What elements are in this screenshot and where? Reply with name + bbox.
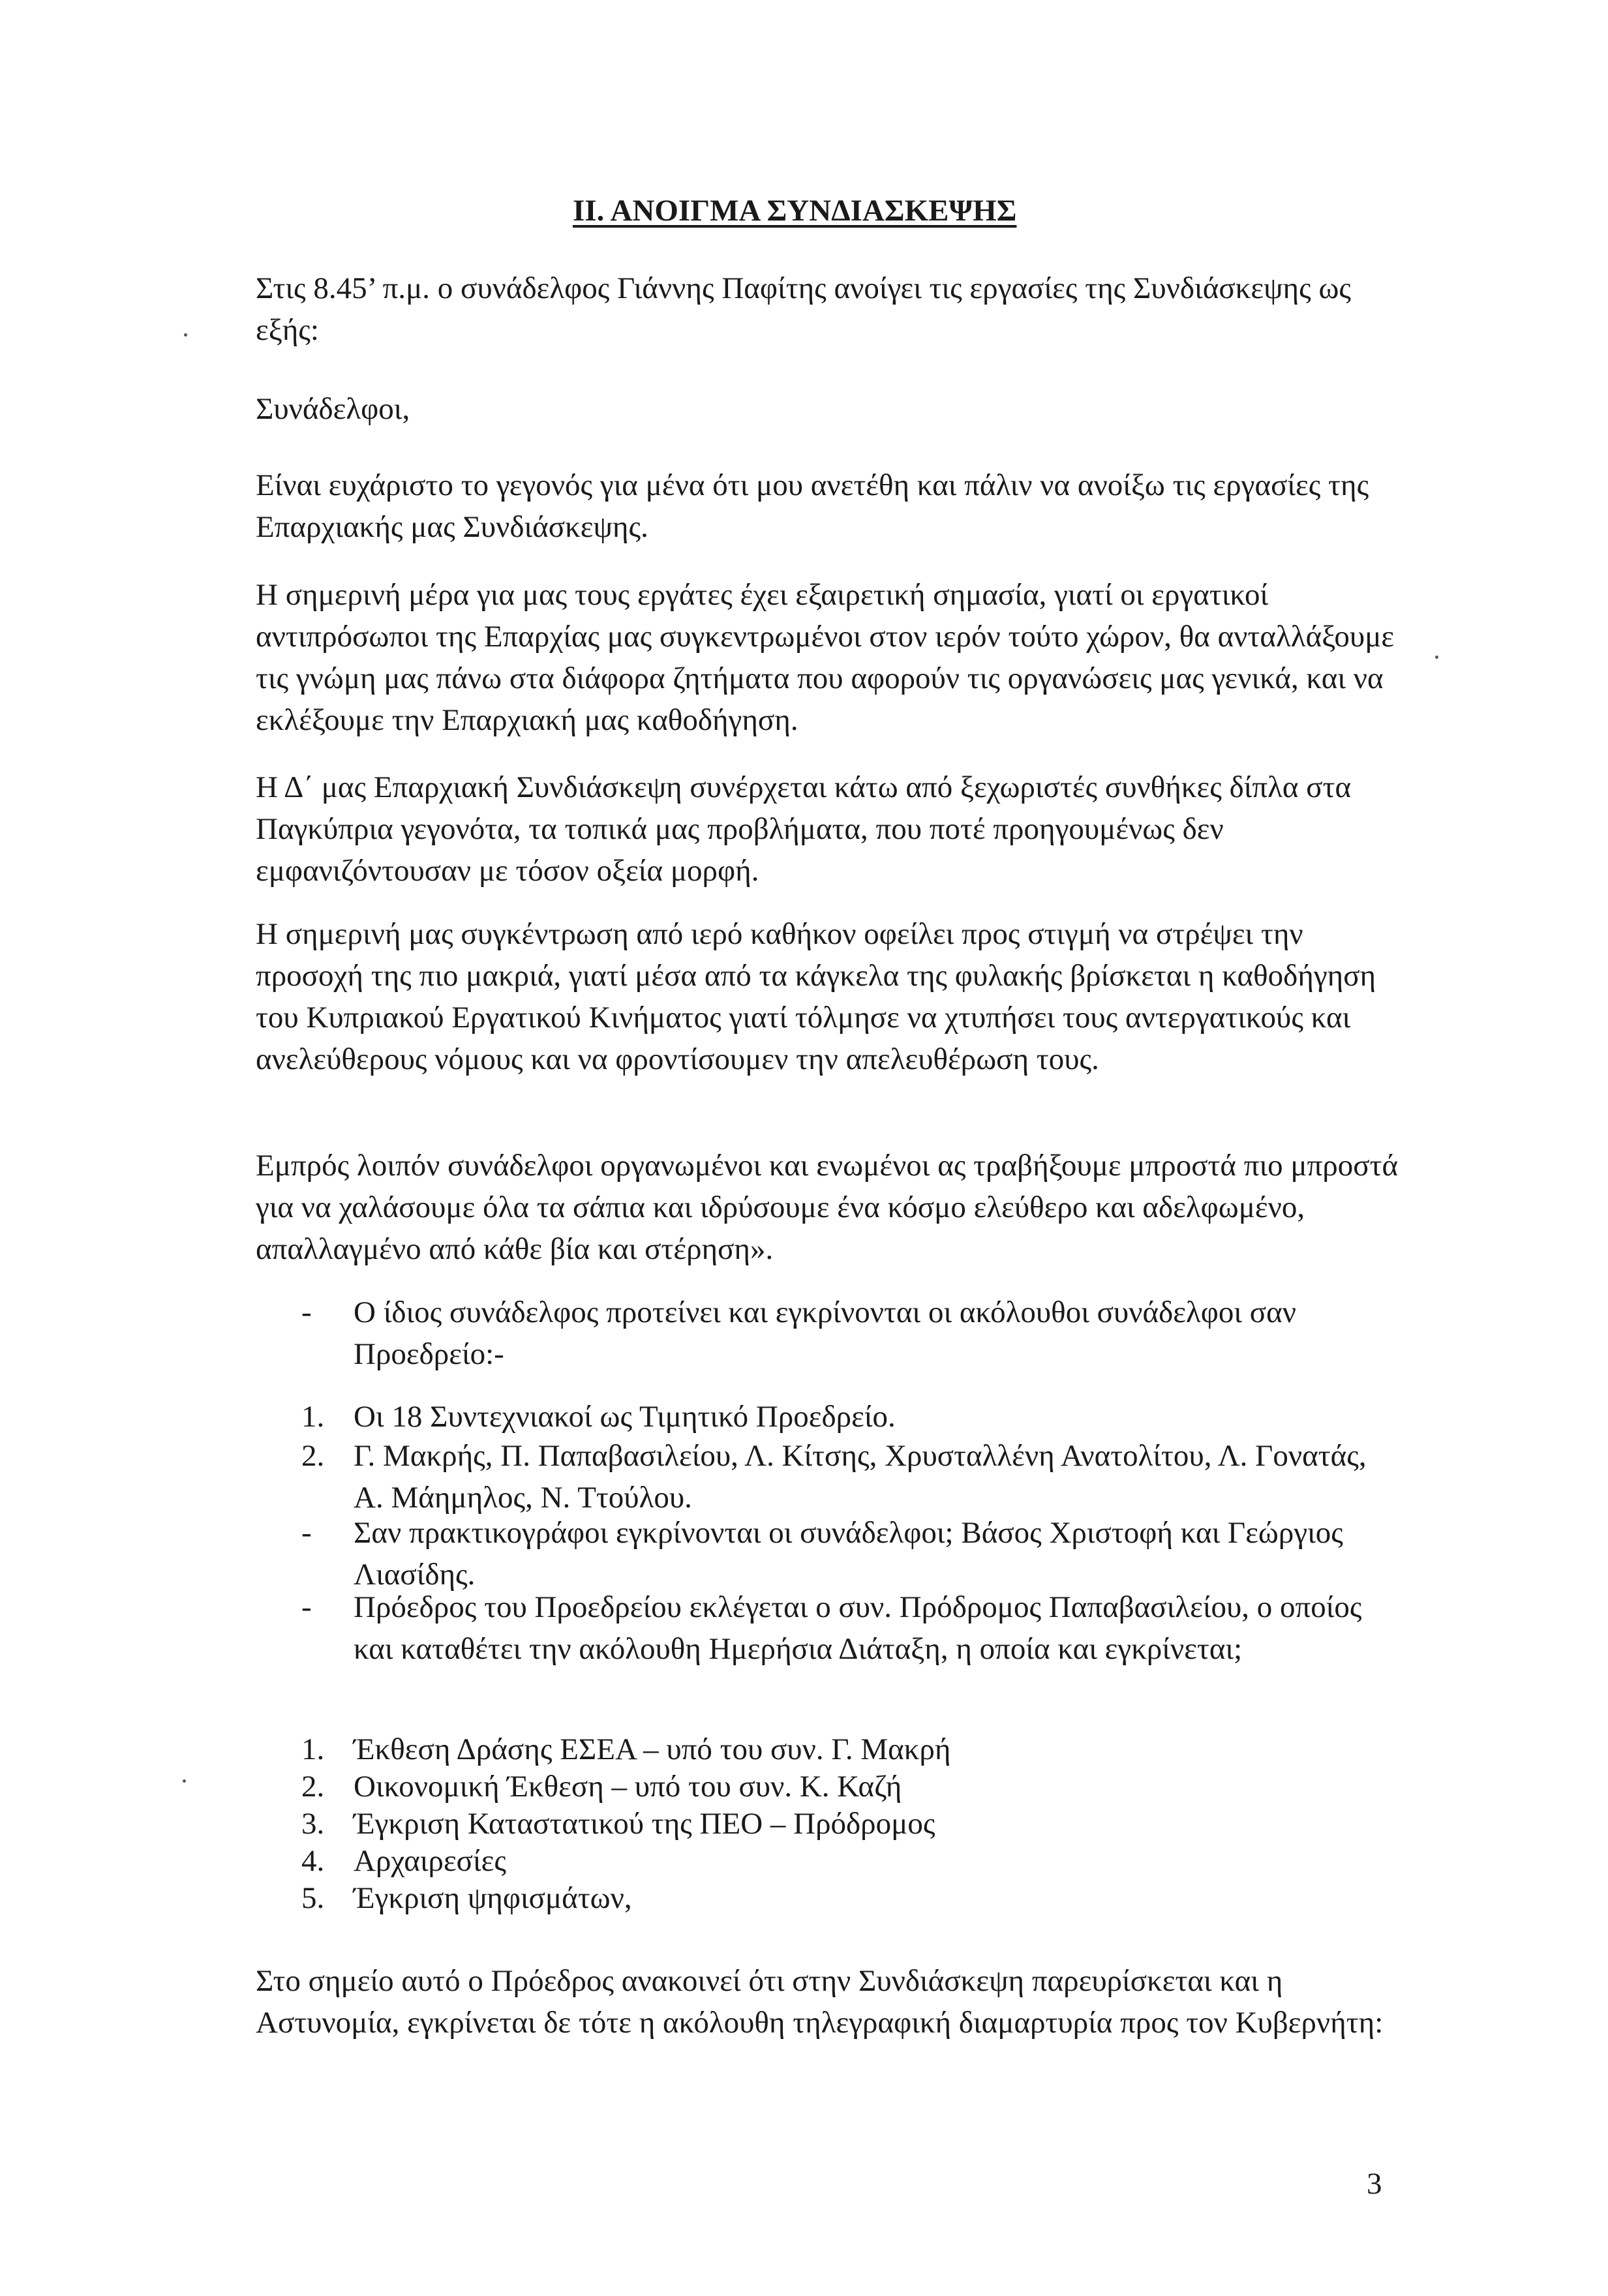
list-marker: 1. <box>301 1400 325 1434</box>
scan-speck <box>183 1779 186 1783</box>
list-item-text: Οι 18 Συντεχνιακοί ως Τιμητικό Προεδρείο. <box>354 1400 896 1434</box>
list-marker: - <box>301 1516 312 1550</box>
list-item-text: Έγκριση Καταστατικού της ΠΕΟ – Πρόδρομος <box>354 1807 935 1841</box>
closing-paragraph: Στο σημείο αυτό ο Πρόεδρος ανακοινεί ότι στην Συνδιάσκεψη παρευρίσκεται και η Αστυνομία, εγκρίνεται δε τότε η ακόλουθη τηλεγραφική διαμαρτυρία προς τον Κυβερνήτη: <box>256 1964 1384 2040</box>
section-heading: ΙΙ. ΑΝΟΙΓΜΑ ΣΥΝΔΙΑΣΚΕΨΗΣ <box>573 194 1017 228</box>
paragraph-3: Η Δ΄ μας Επαρχιακή Συνδιάσκεψη συνέρχεται κάτω από ξεχωριστές συνθήκες δίπλα στα Παγκύπρια γεγονότα, τα τοπικά μας προβλήματα, που ποτέ προηγουμένως δεν εμφανιζόντουσαν με τόσον οξεία μορφή. <box>256 770 1352 888</box>
list-marker: - <box>301 1590 312 1624</box>
page-number: 3 <box>1367 2167 1382 2201</box>
salutation: Συνάδελφοι, <box>256 392 410 426</box>
list-marker: - <box>301 1295 312 1329</box>
scan-speck <box>1435 656 1438 659</box>
list-item-text: Οικονομική Έκθεση – υπό του συν. Κ. Καζή <box>354 1770 902 1804</box>
list-marker: 2. <box>301 1770 325 1804</box>
list-item-text: Πρόεδρος του Προεδρείου εκλέγεται ο συν. Πρόδρομος Παπαβασιλείου, ο οποίος και καταθέτει την ακόλουθη Ημερήσια Διάταξη, η οποία και εγκρίνεται; <box>354 1590 1362 1666</box>
list-marker: 1. <box>301 1732 325 1766</box>
proposal-text: Ο ίδιος συνάδελφος προτείνει και εγκρίνονται οι ακόλουθοι συνάδελφοι σαν Προεδρείο:- <box>354 1295 1296 1371</box>
paragraph-1: Είναι ευχάριστο το γεγονός για μένα ότι μου ανετέθη και πάλιν να ανοίξω τις εργασίες της Επαρχιακής μας Συνδιάσκεψης. <box>256 468 1369 544</box>
list-item-text: Αρχαιρεσίες <box>354 1844 507 1878</box>
list-item-text: Γ. Μακρής, Π. Παπαβασιλείου, Λ. Κίτσης, Χρυσταλλένη Ανατολίτου, Λ. Γονατάς, Α. Μάημηλος, Ν. Ττούλου. <box>354 1439 1367 1515</box>
paragraph-4: Η σημερινή μας συγκέντρωση από ιερό καθήκον οφείλει προς στιγμή να στρέψει την προσοχή της πιο μακριά, γιατί μέσα από τα κάγκελα της φυλακής βρίσκεται η καθοδήγηση του Κυπριακού Εργατικού Κινήματος γιατί τόλμησε να χτυπήσει τους αντεργατικούς και ανελεύθερους νόμους και να φροντίσουμεν την απελευθέρωση τους. <box>256 917 1376 1076</box>
list-marker: 5. <box>301 1881 325 1915</box>
paragraph-2: Η σημερινή μέρα για μας τους εργάτες έχει εξαιρετική σημασία, γιατί οι εργατικοί αντιπρόσωποι της Επαρχίας μας συγκεντρωμένοι στον ιερόν τούτο χώρον, θα ανταλλάξουμε τις γνώμη μας πάνω στα διάφορα ζητήματα που αφορούν τις οργανώσεις μας γενικά, και να εκλέξουμε την Επαρχιακή μας καθοδήγηση. <box>256 578 1395 737</box>
intro-paragraph: Στις 8.45’ π.μ. ο συνάδελφος Γιάννης Παφίτης ανοίγει τις εργασίες της Συνδιάσκεψης ως εξής: <box>256 271 1351 347</box>
list-item-text: Σαν πρακτικογράφοι εγκρίνονται οι συνάδελφοι; Βάσος Χριστοφή και Γεώργιος Λιασίδης. <box>354 1516 1343 1592</box>
list-marker: 2. <box>301 1439 325 1473</box>
paragraph-5: Εμπρός λοιπόν συνάδελφοι οργανωμένοι και ενωμένοι ας τραβήξουμε μπροστά πιο μπροστά για να χαλάσουμε όλα τα σάπια και ιδρύσουμε ένα κόσμο ελεύθερο και αδελφωμένο, απαλλαγμένο από κάθε βία και στέρηση». <box>256 1149 1399 1266</box>
scan-speck <box>184 333 187 337</box>
list-item-text: Έκθεση Δράσης ΕΣΕΑ – υπό του συν. Γ. Μακρή <box>354 1732 951 1766</box>
list-marker: 3. <box>301 1807 325 1841</box>
list-item-text: Έγκριση ψηφισμάτων, <box>354 1881 632 1915</box>
list-marker: 4. <box>301 1844 325 1878</box>
